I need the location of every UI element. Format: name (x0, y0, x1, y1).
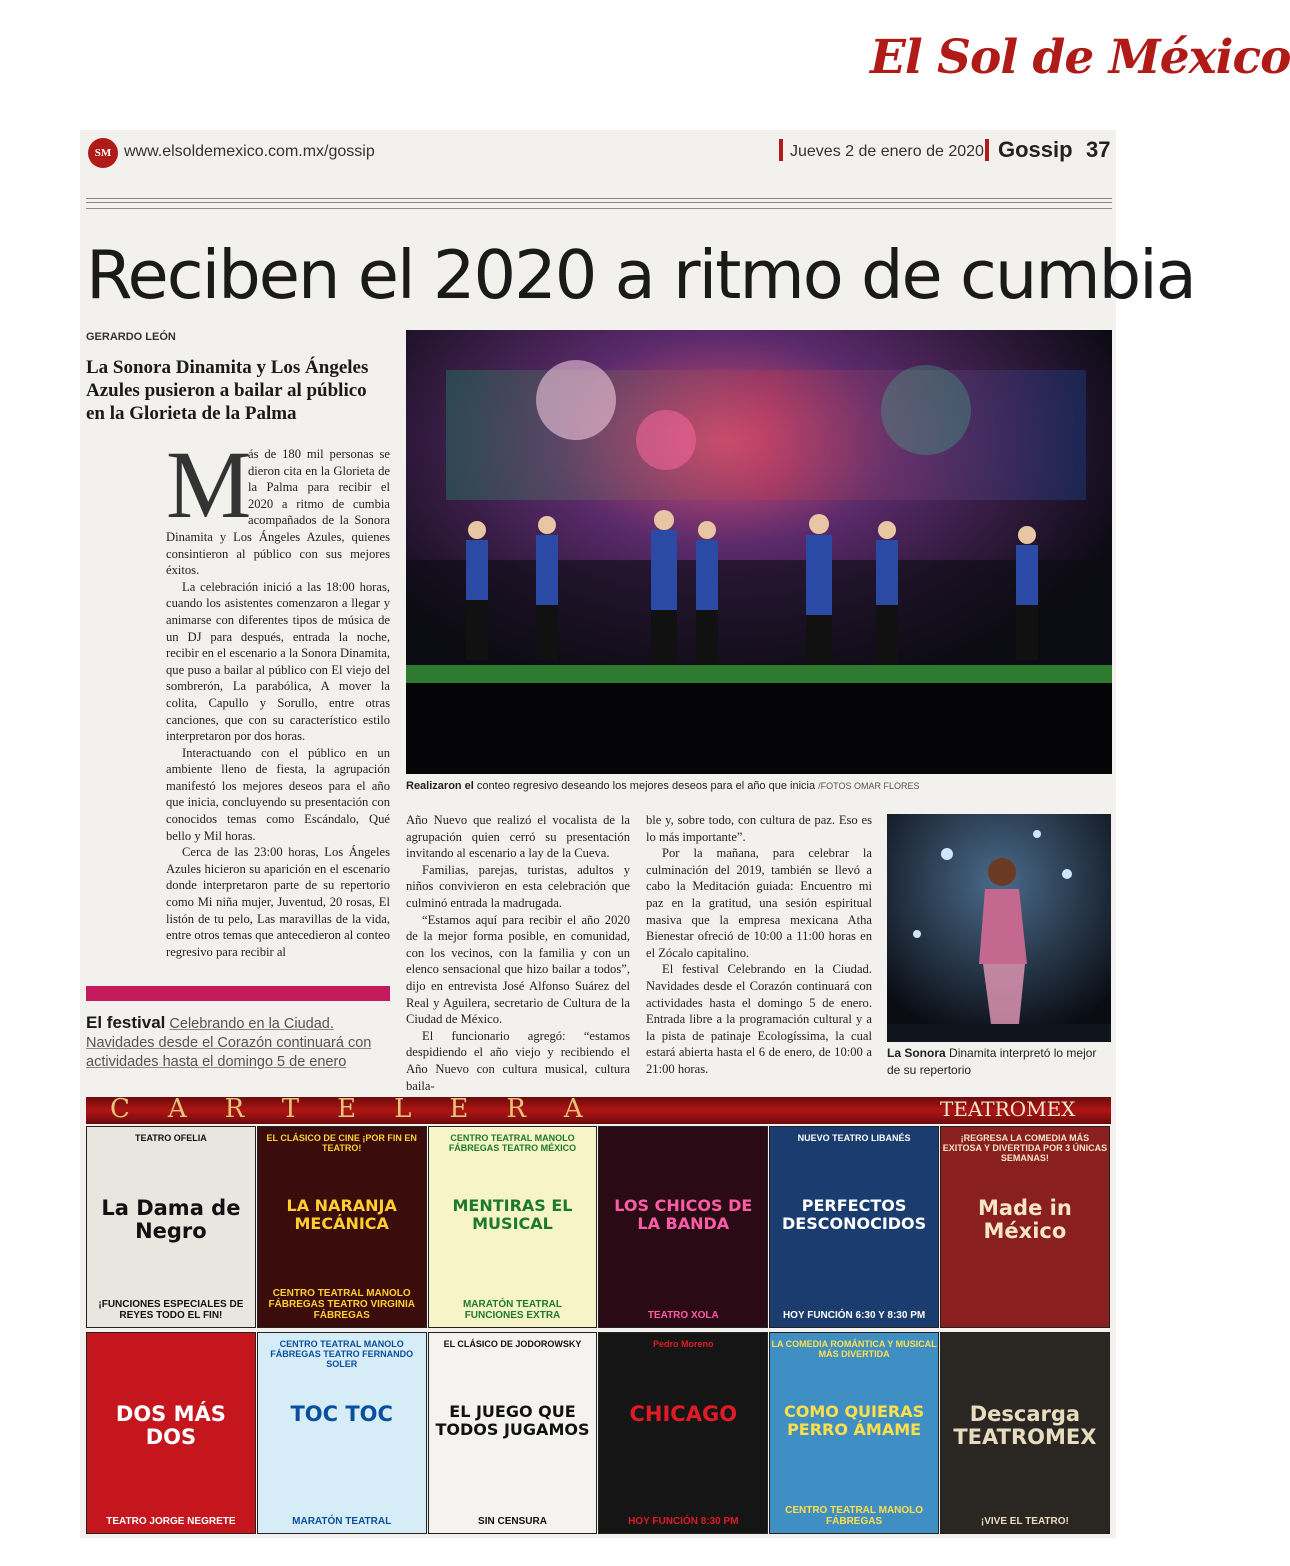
photo-caption (406, 780, 1116, 792)
ad-title: La Dama de Negro (101, 1196, 241, 1244)
section-name: Gossip (998, 137, 1073, 162)
paragraph: El festival Celebrando en la Ciudad. Navidades desde el Corazón continuará con actividades hasta el domingo 5 de enero. Entrada libre a la programación cultural y a la pista de patinaje Ecologíssima, la cual estará abierta hasta el 6 de enero, de 10:00 a 21:00 horas. (646, 962, 872, 1076)
theater-ad[interactable] (257, 1332, 427, 1534)
divider (86, 198, 1112, 199)
paragraph: Por la mañana, para celebrar la culminación del 2019, también se llevó a cabo la Meditación guiada: Encuentro mi paz en la gratitud, una sesión espiritual masiva que la empresa mexicana Atha Bienestar ofreció de 10:00 a 11:00 horas en el Zócalo capitalino. (646, 846, 872, 960)
byline: GERARDO LEÓN (86, 331, 176, 343)
theater-ad[interactable] (769, 1332, 939, 1534)
concert-photo (406, 330, 1112, 774)
deck: La Sonora Dinamita y Los Ángeles Azules pusieron a bailar al público en la Glorieta de la Palma (86, 357, 369, 424)
ad-title: COMO QUIERAS PERRO ÁMAME (784, 1402, 925, 1439)
ad-footer: ¡FUNCIONES ESPECIALES DE REYES TODO EL FIN! (98, 1299, 244, 1321)
ad-venue: TEATRO OFELIA (134, 1133, 207, 1143)
ad-title: PERFECTOS DESCONOCIDOS (782, 1196, 927, 1233)
concert-stage-image (406, 330, 1112, 774)
ad-title: CHICAGO (629, 1402, 738, 1426)
ad-venue: EL CLÁSICO DE JODOROWSKY (443, 1339, 582, 1349)
article-column-2 (406, 812, 630, 1094)
ad-footer: MARATÓN TEATRAL (292, 1516, 392, 1527)
page-url[interactable]: www.elsoldemexico.com.mx/gossip (124, 143, 375, 160)
drop-cap: M (166, 431, 252, 538)
theater-ad[interactable] (940, 1332, 1110, 1534)
theater-ad[interactable] (598, 1332, 768, 1534)
paragraph: Interactuando con el público en un ambiente lleno de fiesta, la agrupación manifestó los mejores deseos para el año que inicia, concluyendo su presentación con conocidos temas como Escándalo, Qué bello y Mil horas. (166, 745, 390, 843)
pull-quote-lead: El festival (86, 1013, 166, 1032)
sponsor-logo: TEATROMEX (940, 1097, 1076, 1121)
page-number: 37 (1086, 137, 1111, 162)
headline: Reciben el 2020 a ritmo de cumbia (86, 236, 1195, 314)
ad-venue: CENTRO TEATRAL MANOLO FÁBREGAS TEATRO MÉXICO (448, 1133, 577, 1153)
ad-footer: ¡VIVE EL TEATRO! (980, 1516, 1069, 1527)
paragraph: “Estamos aquí para recibir el año 2020 de la mejor forma posible, en comunidad, con los vecinos, con la familia y con un elenco sensacional que hizo bailar a todos”, dijo en entrevista José Alfonso Suárez del Real y Aguilera, secretario de Cultura de la Ciudad de México. (406, 912, 630, 1027)
article-column-1 (166, 431, 390, 960)
theater-ad[interactable] (598, 1126, 768, 1328)
pull-quote-text: Celebrando en la Ciudad. Navidades desde el Corazón continuará con actividades hasta el domingo 5 de enero (86, 1016, 372, 1070)
ad-venue: ¡REGRESA LA COMEDIA MÁS EXITOSA Y DIVERTIDA POR 3 ÚNICAS SEMANAS! (942, 1133, 1108, 1163)
ad-footer: CENTRO TEATRAL MANOLO FÁBREGAS TEATRO VIRGINIA FÁBREGAS (268, 1288, 415, 1321)
ad-footer: CENTRO TEATRAL MANOLO FÁBREGAS (785, 1505, 924, 1527)
accent-bar (86, 986, 390, 1001)
paragraph: Año Nuevo que realizó el vocalista de la agrupación quien cerró su presentación invitando al escenario a lay de la Cueva. (406, 813, 630, 861)
paragraph: ble y, sobre todo, con cultura de paz. Eso es lo más importante”. (646, 813, 872, 844)
theater-ad[interactable] (428, 1332, 598, 1534)
paragraph: La celebración inició a las 18:00 horas, cuando los asistentes comenzaron a llegar y animarse con diferentes tipos de música de un DJ para después, entrada la noche, recibir en el escenario a la Sonora Dinamita, que puso a bailar al público con El viejo del sombrerón, La parabólica, A mover la colita, Capullo y Sorullo, entre otras canciones, que con su característico estilo interpretaron por dos horas. (166, 579, 390, 744)
ad-title: LA NARANJA MECÁNICA (286, 1196, 397, 1233)
ad-title: Made in México (977, 1196, 1072, 1244)
pull-quote (86, 1013, 390, 1072)
ad-footer: TEATRO JORGE NEGRETE (106, 1516, 236, 1527)
paragraph: Familias, parejas, turistas, adultos y niños convivieron en esta celebración que culminó entrada la madrugada. (406, 862, 630, 910)
ad-venue: NUEVO TEATRO LIBANÉS (797, 1133, 911, 1143)
caption-lead: La Sonora (887, 1046, 946, 1060)
divider (779, 139, 783, 161)
theater-ad[interactable] (257, 1126, 427, 1328)
ad-title: Descarga TEATROMEX (953, 1402, 1097, 1450)
paragraph: ás de 180 mil personas se dieron cita en la Glorieta de la Palma para recibir el 2020 a ritmo de cumbia acompañados de la Sonora Dinamita y Los Ángeles Azules, quienes consintieron al público con sus mejores éxitos. (166, 447, 390, 578)
ad-footer: MARATÓN TEATRAL FUNCIONES EXTRA (462, 1299, 563, 1321)
divider (985, 139, 989, 161)
ad-footer: HOY FUNCIÓN 8:30 PM (628, 1516, 739, 1527)
issue-date: Jueves 2 de enero de 2020 (790, 143, 984, 160)
ad-title: EL JUEGO QUE TODOS JUGAMOS (435, 1402, 590, 1439)
ad-footer: TEATRO XOLA (647, 1310, 719, 1321)
ad-title: LOS CHICOS DE LA BANDA (614, 1196, 753, 1233)
ad-title: TOC TOC (290, 1402, 393, 1426)
caption-lead: Realizaron el (406, 780, 474, 792)
ad-venue: Pedro Moreno (653, 1339, 714, 1349)
theater-ad[interactable] (769, 1126, 939, 1328)
caption-text: Dinamita interpretó lo mejor de su repertorio (887, 1046, 1097, 1077)
site-logo-icon: SM (88, 138, 118, 168)
article-column-3 (646, 812, 872, 1078)
paragraph: El funcionario agregó: “estamos despidiendo el año viejo y recibiendo el Año Nuevo con cultura musical, cultura baila- (406, 1028, 630, 1093)
ad-footer: HOY FUNCIÓN 6:30 Y 8:30 PM (782, 1310, 926, 1321)
paragraph: Cerca de las 23:00 horas, Los Ángeles Azules hicieron su aparición en el escenario donde interpretaron parte de su repertorio como Mi niña mujer, Juventud, 20 rosas, El listón de tu pelo, Las maravillas de la vida, entre otros temas que antecedieron al conteo regresivo para recibir al (166, 845, 390, 959)
photo-caption (887, 1045, 1112, 1079)
theater-ad[interactable] (86, 1126, 256, 1328)
cartelera-title: CARTELERA (110, 1094, 621, 1124)
theater-ad[interactable] (940, 1126, 1110, 1328)
ad-venue: CENTRO TEATRAL MANOLO FÁBREGAS TEATRO FERNANDO SOLER (270, 1339, 414, 1369)
theater-ad[interactable] (86, 1332, 256, 1534)
ad-venue: EL CLÁSICO DE CINE ¡POR FIN EN TEATRO! (266, 1133, 417, 1153)
theater-ad[interactable] (428, 1126, 598, 1328)
divider (86, 208, 1112, 209)
caption-text: conteo regresivo deseando los mejores deseos para el año que inicia (476, 780, 816, 792)
photo-credit: /FOTOS OMAR FLORES (818, 781, 920, 791)
ad-footer: SIN CENSURA (478, 1516, 547, 1527)
ad-title: DOS MÁS DOS (115, 1402, 226, 1450)
masthead: El Sol de México (870, 30, 1290, 85)
ad-title: MENTIRAS EL MUSICAL (452, 1196, 573, 1233)
singer-photo (887, 814, 1111, 1042)
singer-image (887, 814, 1111, 1042)
divider (86, 202, 1112, 203)
ad-venue: LA COMEDIA ROMÁNTICA Y MUSICAL MÁS DIVERTIDA (771, 1339, 937, 1359)
